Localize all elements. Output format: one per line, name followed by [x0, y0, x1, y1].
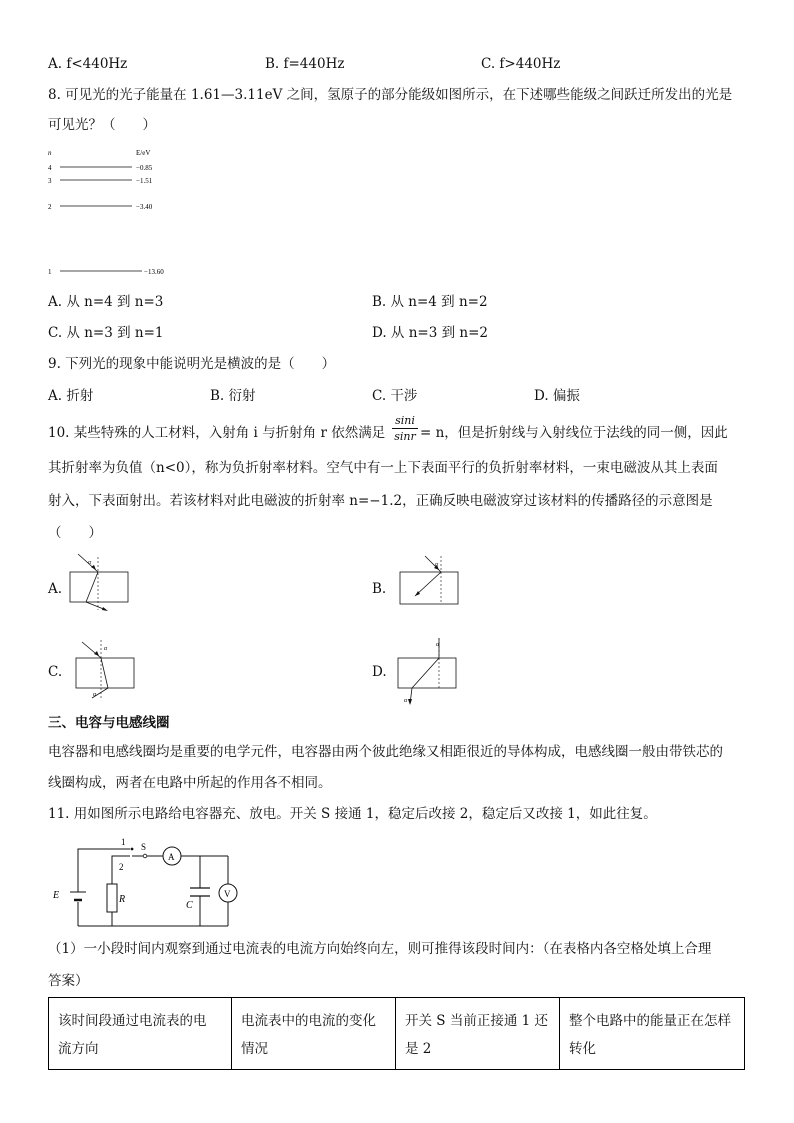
level-4 [48, 164, 153, 172]
q11-stem: 11. 用如图所示电路给电容器充、放电。开关 S 接通 1，稳定后改接 2，稳定后又改接 1，如此往复。 [48, 806, 657, 822]
table-header-cell: 该时间段通过电流表的电 流方向 [49, 998, 232, 1070]
svg-text:−3.40: −3.40 [136, 203, 153, 211]
level-1 [48, 268, 164, 276]
q10-diagram-d [392, 636, 462, 708]
fraction-denominator: sinr [394, 430, 416, 443]
q10-option-d-label: D. [372, 664, 387, 680]
q10-stem-line3: 射入，下表面射出。若该材料对此电磁波的折射率 n=−1.2，正确反映电磁波穿过该材料的传播路径的示意图是 [48, 493, 713, 509]
fraction-numerator: sini [395, 414, 415, 427]
section-3-intro-line1: 电容器和电感线圈均是重要的电学元件，电容器由两个彼此绝缘又相距很近的导体构成，电感线圈一般由带铁芯的 [48, 744, 723, 760]
q8-option-b: B. 从 n=4 到 n=2 [372, 294, 488, 310]
section-3-title: 三、电容与电感线圈 [48, 715, 170, 731]
q9-stem: 9. 下列光的现象中能说明光是横波的是（ ） [48, 356, 336, 372]
snell-fraction [392, 414, 418, 443]
svg-text:α: α [93, 692, 97, 698]
contact-2-label: 2 [119, 862, 124, 872]
svg-text:−0.85: −0.85 [136, 164, 153, 172]
q10-stem-line1b: = n，但是折射线与入射线位于法线的同一侧，因此 [420, 425, 728, 441]
q10-diagram-c [70, 636, 140, 718]
voltmeter-label: V [224, 889, 231, 899]
level-3 [48, 177, 153, 185]
q8-option-d: D. 从 n=3 到 n=2 [372, 325, 488, 341]
table-header-cell: 整个电路中的能量正在怎样 转化 [560, 998, 745, 1070]
q10-option-c-label: C. [48, 664, 63, 680]
q10-option-a-label: A. [48, 581, 63, 597]
svg-text:1: 1 [48, 268, 52, 276]
svg-text:α: α [104, 646, 108, 652]
q9-option-a: A. 折射 [48, 388, 94, 404]
svg-text:α: α [435, 562, 439, 568]
q8-stem-line1: 8. 可见光的光子能量在 1.61—3.11eV 之间，氢原子的部分能级如图所示，在下述哪些能级之间跃迁所发出的光是 [48, 87, 733, 103]
q9-option-c: C. 干涉 [372, 388, 418, 404]
q8-option-a: A. 从 n=4 到 n=3 [48, 294, 164, 310]
q10-stem-line4: （ ） [48, 525, 102, 541]
contact-1-label: 1 [121, 837, 126, 847]
emf-label: E [53, 890, 60, 901]
fraction-bar [392, 428, 418, 429]
svg-text:α: α [88, 560, 92, 566]
svg-text:3: 3 [48, 177, 52, 185]
resistor [107, 884, 117, 912]
q11-sub1-line2: 答案） [48, 973, 89, 989]
answer-table [48, 997, 745, 1070]
n-axis-label: n [48, 149, 52, 157]
q8-stem-line2: 可见光？（ ） [48, 117, 156, 133]
svg-text:α: α [404, 698, 408, 704]
q10-diagram-a [60, 552, 140, 612]
table-header-cell: 电流表中的电流的变化 情况 [232, 998, 396, 1070]
svg-text:4: 4 [48, 164, 52, 172]
resistor-label: R [119, 894, 126, 905]
energy-level-diagram [40, 145, 180, 280]
q8-option-c: C. 从 n=3 到 n=1 [48, 325, 164, 341]
q9-option-b: B. 衍射 [210, 388, 256, 404]
table-header-cell: 开关 S 当前正接通 1 还 是 2 [396, 998, 560, 1070]
table-row [49, 998, 745, 1070]
q11-sub1-line1: （1）一小段时间内观察到通过电流表的电流方向始终向左，则可推得该段时间内：（在表格内各空格处填上合理 [48, 941, 712, 957]
q10-stem-line1a: 10. 某些特殊的人工材料，入射角 i 与折射角 r 依然满足 [48, 425, 386, 441]
q7-option-b: B. f=440Hz [265, 56, 345, 72]
ammeter-label: A [168, 852, 175, 862]
q7-option-c: C. f>440Hz [481, 56, 561, 72]
svg-text:2: 2 [48, 203, 52, 211]
q9-option-d: D. 偏振 [534, 388, 580, 404]
section-3-intro-line2: 线圈构成，两者在电路中所起的作用各不相同。 [48, 775, 332, 791]
capacitor-circuit-diagram [48, 832, 248, 932]
energy-axis-label: E/eV [136, 149, 151, 157]
level-2 [48, 203, 153, 211]
q10-stem-line2: 其折射率为负值（n<0），称为负折射率材料。空气中有一上下表面平行的负折射率材料，一束电磁波从其上表面 [48, 460, 718, 476]
q7-option-a: A. f<440Hz [48, 56, 128, 72]
svg-text:−1.51: −1.51 [136, 177, 153, 185]
switch-label: S [141, 842, 147, 852]
svg-text:α: α [436, 642, 440, 648]
q10-diagram-b [395, 552, 470, 610]
q10-option-b-label: B. [372, 581, 387, 597]
capacitor-label: C [186, 900, 193, 911]
svg-text:−13.60: −13.60 [144, 268, 164, 276]
